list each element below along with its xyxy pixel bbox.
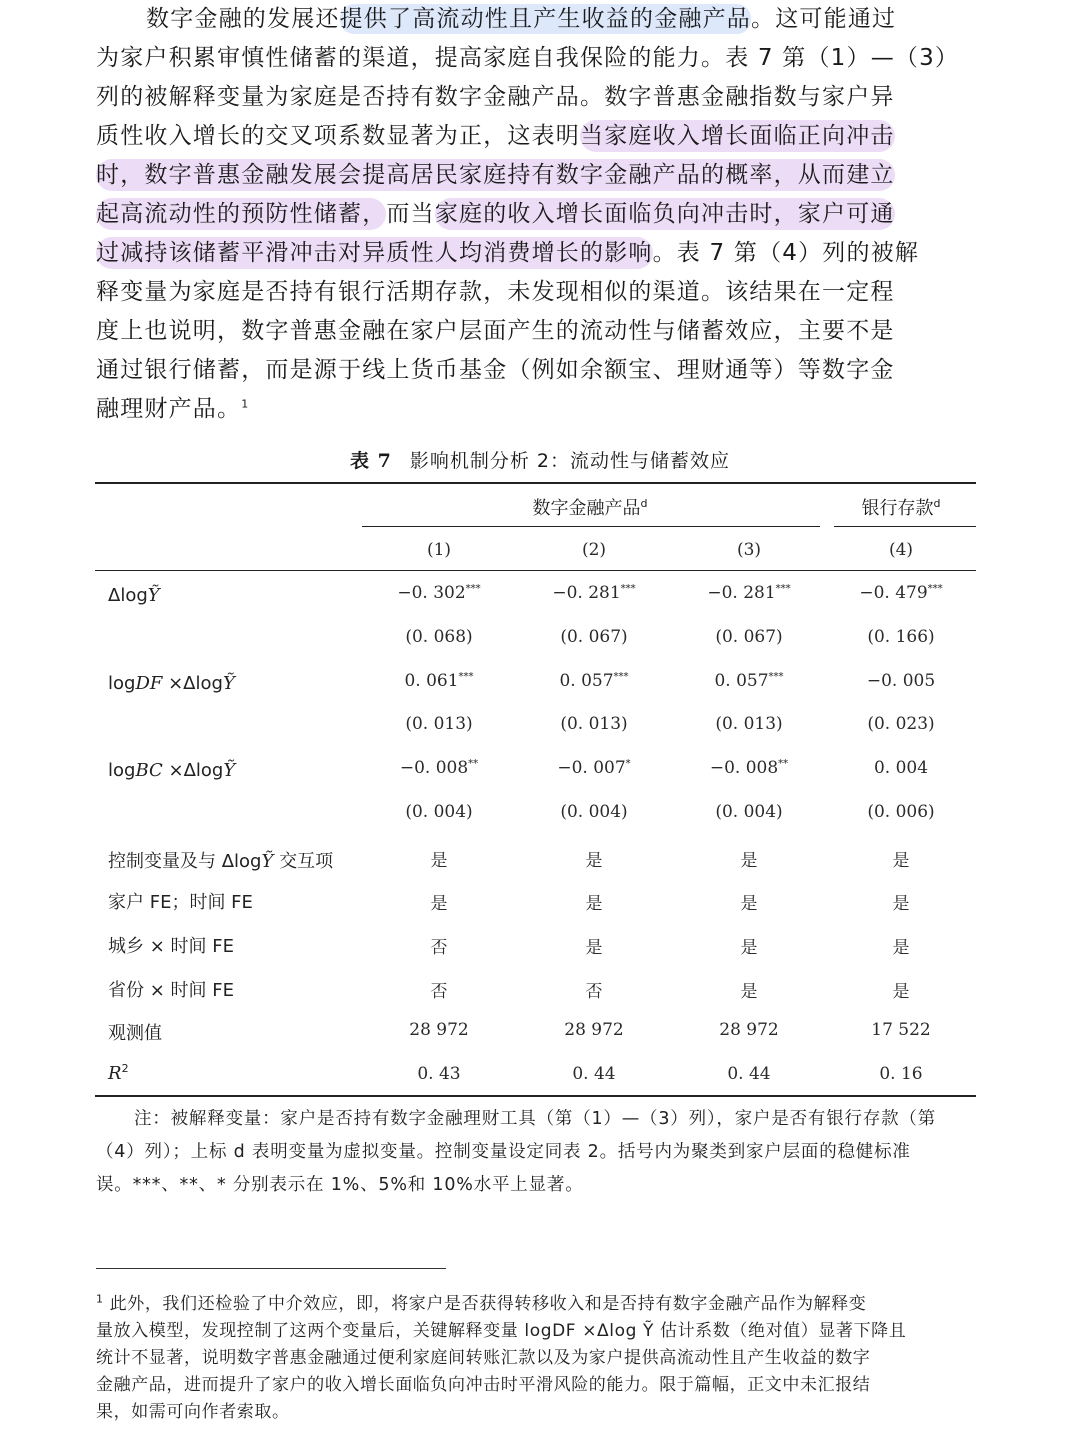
table-note: [96, 1103, 976, 1202]
prov-time-fe-3: 是: [740, 982, 758, 1002]
para-line-4: 质性收入增长的交叉项系数显著为正，这表明当家庭收入增长面临正向冲击: [96, 117, 976, 156]
col-header-4: (4): [888, 540, 914, 560]
hh-time-fe-2: 是: [585, 894, 603, 914]
controls-3: 是: [740, 851, 758, 871]
col-header-1: (1): [426, 540, 452, 560]
para-line-1: 数字金融的发展还提供了高流动性且产生收益的金融产品。这可能通过: [146, 6, 897, 32]
r2-3: 0. 44: [727, 1064, 771, 1084]
table-number: 表 7: [350, 450, 392, 472]
note-line-3: 误。***、**、* 分别表示在 1%、5%和 10%水平上显著。: [96, 1175, 584, 1195]
coef-dlogy-4: −0. 479***: [859, 583, 943, 603]
footnote-separator: [96, 1268, 446, 1269]
row-label-logbc-dlogy: logBC ×ΔlogỸ: [108, 760, 236, 781]
coef-logdf-1: 0. 061***: [404, 671, 474, 691]
se-logdf-1: (0. 013): [405, 714, 473, 734]
urban-time-fe-2: 是: [585, 938, 603, 958]
footnote-line-1: $^1$ 此外，我们还检验了中介效应，即，将家户是否获得转移收入和是否持有数字金融产品作为解释变: [96, 1292, 867, 1314]
row-label-r2: $R^2$: [108, 1062, 129, 1084]
highlight-purple[interactable]: 过减持该储蓄平滑冲击对异质性人均消费增长的影响: [96, 237, 653, 269]
controls-2: 是: [585, 851, 603, 871]
para-line-6: 起高流动性的预防性储蓄，而当家庭的收入增长面临负向冲击时，家户可通: [96, 195, 976, 234]
row-label-urban-time-fe: 城乡 × 时间 FE: [108, 936, 234, 957]
coef-logbc-2: −0. 007*: [557, 758, 631, 778]
row-label-prov-time-fe: 省份 × 时间 FE: [108, 980, 234, 1001]
hh-time-fe-4: 是: [892, 894, 910, 914]
body-paragraph: [96, 0, 976, 429]
se-logbc-4: (0. 006): [867, 802, 935, 822]
se-dlogy-3: (0. 067): [715, 627, 783, 647]
highlight-blue[interactable]: 提供了高流动性且产生收益的金融产品: [339, 6, 752, 32]
obs-1: 28 972: [409, 1020, 469, 1040]
group-header-bank: 银行存款$^d$: [861, 497, 941, 519]
highlight-purple[interactable]: 起高流动性的预防性储蓄，: [96, 198, 386, 230]
coef-logdf-2: 0. 057***: [559, 671, 629, 691]
prov-time-fe-4: 是: [892, 982, 910, 1002]
prov-time-fe-1: 否: [430, 982, 448, 1002]
group-header-digital: 数字金融产品$^d$: [532, 497, 648, 519]
row-label-controls: 控制变量及与 ΔlogỸ 交互项: [108, 851, 334, 872]
coef-logbc-3: −0. 008**: [709, 758, 789, 778]
footnote: [96, 1291, 976, 1426]
r2-4: 0. 16: [879, 1064, 923, 1084]
para-line-7: 过减持该储蓄平滑冲击对异质性人均消费增长的影响。表 7 第（4）列的被解: [96, 234, 976, 273]
coef-logdf-3: 0. 057***: [714, 671, 784, 691]
obs-2: 28 972: [564, 1020, 624, 1040]
obs-3: 28 972: [719, 1020, 779, 1040]
se-logbc-1: (0. 004): [405, 802, 473, 822]
coef-dlogy-3: −0. 281***: [707, 583, 791, 603]
urban-time-fe-4: 是: [892, 938, 910, 958]
coef-logbc-4: 0. 004: [873, 758, 929, 778]
footnote-line-5: 果，如需可向作者索取。: [96, 1402, 290, 1422]
para-line-8: 释变量为家庭是否持有银行活期存款，未发现相似的渠道。该结果在一定程: [96, 279, 895, 305]
se-logbc-3: (0. 004): [715, 802, 783, 822]
se-logbc-2: (0. 004): [560, 802, 628, 822]
urban-time-fe-3: 是: [740, 938, 758, 958]
se-logdf-4: (0. 023): [867, 714, 935, 734]
col-header-3: (3): [736, 540, 762, 560]
se-logdf-3: (0. 013): [715, 714, 783, 734]
para-line-9: 度上也说明，数字普惠金融在家户层面产生的流动性与储蓄效应，主要不是: [96, 318, 895, 344]
coef-logbc-1: −0. 008**: [399, 758, 479, 778]
highlight-purple[interactable]: 当家庭收入增长面临正向冲击: [580, 120, 895, 152]
coef-dlogy-2: −0. 281***: [552, 583, 636, 603]
row-label-logdf-dlogy: logDF ×ΔlogỸ: [108, 673, 235, 694]
footnote-ref[interactable]: 1: [241, 397, 250, 411]
controls-4: 是: [892, 851, 910, 871]
row-label-dlogy: ΔlogỸ: [108, 585, 160, 606]
highlight-purple[interactable]: 家庭的收入增长面临负向冲击时，家户可通: [435, 198, 895, 230]
table-title: [0, 446, 1080, 473]
col-header-2: (2): [581, 540, 607, 560]
para-line-3: 列的被解释变量为家庭是否持有数字金融产品。数字普惠金融指数与家户异: [96, 84, 895, 110]
row-label-obs: 观测值: [108, 1023, 162, 1044]
se-logdf-2: (0. 013): [560, 714, 628, 734]
obs-4: 17 522: [871, 1020, 931, 1040]
table-top-rule: [95, 482, 976, 484]
para-line-11: 融理财产品。$^1$: [96, 396, 250, 422]
table-caption: 影响机制分析 2：流动性与储蓄效应: [409, 450, 730, 472]
prov-time-fe-2: 否: [585, 982, 603, 1002]
table-bottom-rule: [95, 1095, 976, 1097]
para-line-5: [96, 156, 976, 195]
para-line-10: 通过银行储蓄，而是源于线上货币基金（例如余额宝、理财通等）等数字金: [96, 357, 895, 383]
controls-1: 是: [430, 851, 448, 871]
r2-1: 0. 43: [417, 1064, 461, 1084]
coef-logdf-4: −0. 005: [866, 671, 936, 691]
se-dlogy-1: (0. 068): [405, 627, 473, 647]
footnote-line-3: 统计不显著，说明数字普惠金融通过便利家庭间转账汇款以及为家户提供高流动性且产生收益的数字: [96, 1348, 871, 1368]
note-line-1: 注：被解释变量：家户是否持有数字金融理财工具（第（1）—（3）列），家户是否有银行存款（第: [134, 1109, 937, 1129]
group1-underline: [362, 526, 820, 527]
hh-time-fe-1: 是: [430, 894, 448, 914]
highlight-purple[interactable]: 时，数字普惠金融发展会提高居民家庭持有数字金融产品的概率，从而建立: [96, 159, 895, 191]
se-dlogy-2: (0. 067): [560, 627, 628, 647]
footnote-line-2: 量放入模型，发现控制了这两个变量后，关键解释变量 logDF ×Δlog Ỹ 估计系数（绝对值）显著下降且: [96, 1321, 907, 1341]
note-line-2: （4）列）；上标 d 表明变量为虚拟变量。控制变量设定同表 2。括号内为聚类到家户层面的稳健标准: [96, 1142, 911, 1162]
r2-2: 0. 44: [572, 1064, 616, 1084]
footnote-mark: 1: [96, 1292, 104, 1306]
urban-time-fe-1: 否: [430, 938, 448, 958]
para-line-2: 为家户积累审慎性储蓄的渠道，提高家庭自我保险的能力。表 7 第（1）—（3）: [96, 45, 960, 71]
se-dlogy-4: (0. 166): [867, 627, 935, 647]
table-header-rule: [95, 570, 976, 571]
row-label-hh-time-fe: 家户 FE；时间 FE: [108, 892, 253, 913]
coef-dlogy-1: −0. 302***: [397, 583, 481, 603]
hh-time-fe-3: 是: [740, 894, 758, 914]
group2-underline: [834, 526, 976, 527]
footnote-line-4: 金融产品，进而提升了家户的收入增长面临负向冲击时平滑风险的能力。限于篇幅，正文中未汇报结: [96, 1375, 871, 1395]
